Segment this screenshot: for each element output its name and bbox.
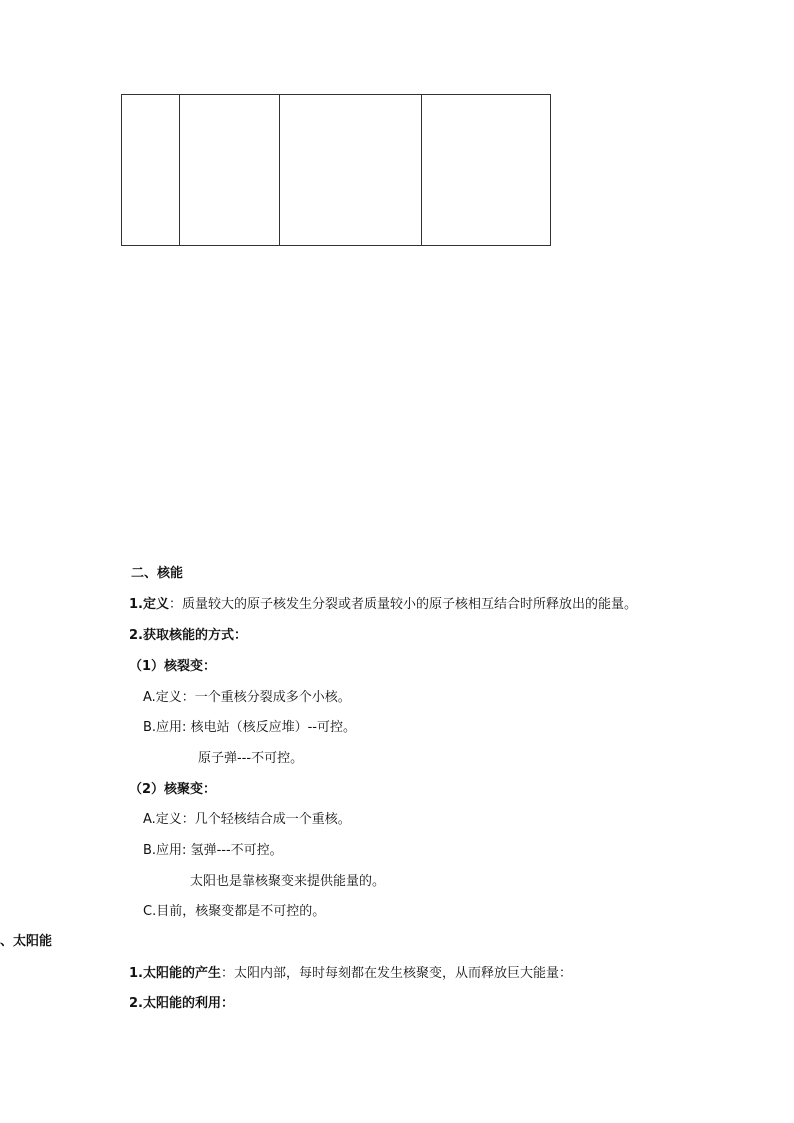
fission-application: B.应用: 核电站（核反应堆）--可控。 (143, 720, 356, 735)
section-heading-solar-energy: 、太阳能 (0, 934, 53, 949)
solar-origin (129, 966, 572, 982)
item-number: 2. (129, 628, 143, 643)
solar-utilization (129, 996, 234, 1012)
item-text: ： (234, 628, 248, 643)
item-label: 定义 (142, 597, 169, 612)
fusion-heading: （2）核聚变： (129, 782, 217, 797)
item-label: 太阳能的产生 (142, 966, 221, 981)
item-number: 1. (129, 966, 143, 981)
table-cell (180, 95, 280, 245)
table-cell (422, 95, 550, 245)
fusion-current-status: C.目前，核聚变都是不可控的。 (143, 904, 326, 919)
item-text: ：太阳内部，每时每刻都在发生核聚变，从而释放巨大能量： (221, 966, 573, 981)
section-heading-nuclear-energy: 二、核能 (131, 566, 184, 581)
item-text: ： (221, 996, 235, 1011)
nuclear-definition (129, 597, 637, 613)
fission-application-cont: 原子弹---不可控。 (198, 751, 304, 766)
fusion-definition: A.定义：几个轻核结合成一个重核。 (143, 812, 351, 827)
fusion-application-cont: 太阳也是靠核聚变来提供能量的。 (190, 874, 386, 889)
table-cell (280, 95, 422, 245)
fission-heading: （1）核裂变： (129, 659, 217, 674)
item-number: 2. (129, 996, 143, 1011)
item-label: 获取核能的方式 (142, 628, 234, 643)
item-number: 1. (129, 597, 143, 612)
fusion-application: B.应用: 氢弹---不可控。 (143, 843, 283, 858)
item-text: ：质量较大的原子核发生分裂或者质量较小的原子核相互结合时所释放出的能量。 (169, 597, 638, 612)
fission-definition: A.定义：一个重核分裂成多个小核。 (143, 690, 351, 705)
table-cell (122, 95, 180, 245)
item-label: 太阳能的利用 (142, 996, 221, 1011)
nuclear-acquisition (129, 628, 247, 644)
empty-table (121, 94, 551, 246)
